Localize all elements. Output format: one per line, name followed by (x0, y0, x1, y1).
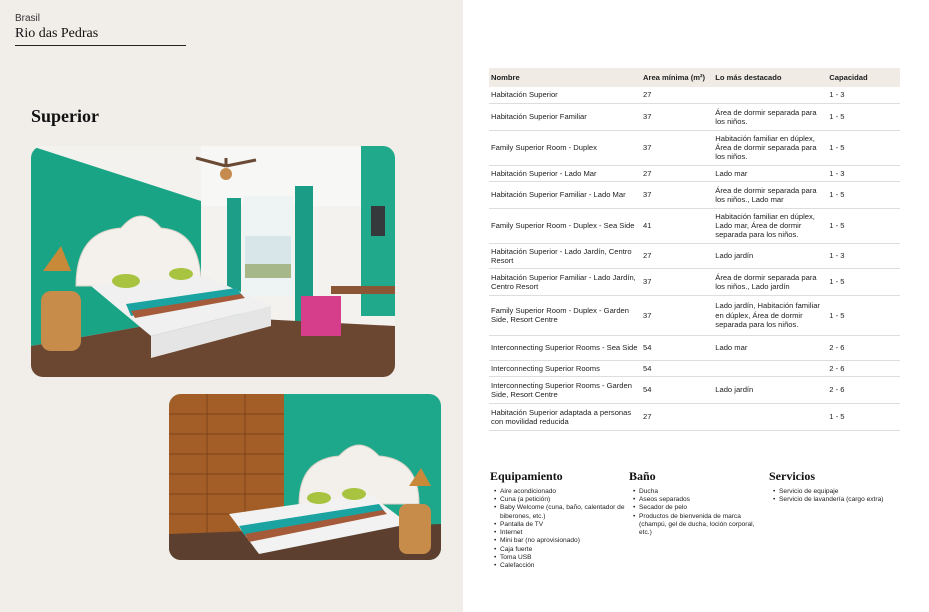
list-item: • Aseos separados (639, 496, 757, 504)
room-capacity: 1 - 5 (827, 130, 900, 165)
room-highlight: Área de dormir separada para los niños., Lado mar (713, 181, 827, 208)
list-item: • Secador de pelo (639, 504, 757, 512)
room-name: Habitación Superior adaptada a personas con movilidad reducida (489, 403, 641, 430)
title-underline (15, 45, 186, 46)
header-nombre: Nombre (489, 68, 641, 87)
amenities-equipamiento (490, 469, 630, 570)
header-area: Area mínima (m²) (641, 68, 713, 87)
table-row (489, 360, 900, 376)
room-area: 27 (641, 87, 713, 103)
room-capacity: 1 - 5 (827, 208, 900, 243)
servicios-list (769, 488, 909, 504)
table-row (489, 103, 900, 130)
list-item: • Mini bar (no aprovisionado) (500, 537, 630, 545)
bano-title: Baño (629, 469, 656, 483)
room-area: 27 (641, 165, 713, 181)
room-highlight: Habitación familiar en dúplex, Área de dormir separada para los niños. (713, 130, 827, 165)
room-name: Interconnecting Superior Rooms - Sea Side (489, 335, 641, 360)
room-name: Habitación Superior - Lado Jardín, Centro Resort (489, 243, 641, 268)
room-area: 37 (641, 268, 713, 295)
room-name: Habitación Superior (489, 87, 641, 103)
table-row (489, 181, 900, 208)
room-area: 54 (641, 360, 713, 376)
list-item: • Internet (500, 529, 630, 537)
room-name: Interconnecting Superior Rooms - Garden Side, Resort Centre (489, 376, 641, 403)
room-area: 27 (641, 243, 713, 268)
room-name: Family Superior Room - Duplex - Garden Side, Resort Centre (489, 295, 641, 335)
room-photo-main (31, 146, 395, 377)
room-capacity: 1 - 3 (827, 243, 900, 268)
room-name: Family Superior Room - Duplex (489, 130, 641, 165)
room-name: Habitación Superior Familiar - Lado Jardín, Centro Resort (489, 268, 641, 295)
list-item: • Caja fuerte (500, 546, 630, 554)
room-name: Habitación Superior - Lado Mar (489, 165, 641, 181)
amenities-servicios (769, 469, 909, 504)
list-item: • Baby Welcome (cuna, baño, calentador de biberones, etc.) (500, 504, 630, 520)
list-item: • Aire acondicionado (500, 488, 630, 496)
room-area: 37 (641, 103, 713, 130)
room-highlight: Lado jardín (713, 376, 827, 403)
room-highlight (713, 403, 827, 430)
room-name: Habitación Superior Familiar - Lado Mar (489, 181, 641, 208)
table-row (489, 403, 900, 430)
table-row (489, 335, 900, 360)
room-name: Habitación Superior Familiar (489, 103, 641, 130)
list-item: • Ducha (639, 488, 757, 496)
room-highlight: Lado mar (713, 335, 827, 360)
table-row (489, 295, 900, 335)
room-area: 27 (641, 403, 713, 430)
room-capacity: 1 - 5 (827, 403, 900, 430)
hotel-name: Rio das Pedras (15, 26, 99, 41)
room-highlight: Área de dormir separada para los niños., Lado jardín (713, 268, 827, 295)
servicios-title: Servicios (769, 469, 815, 483)
room-area: 37 (641, 130, 713, 165)
room-highlight: Habitación familiar en dúplex, Lado mar, Área de dormir separada para los niños. (713, 208, 827, 243)
room-name: Interconnecting Superior Rooms (489, 360, 641, 376)
room-highlight: Lado jardín (713, 243, 827, 268)
table-header-row (489, 68, 900, 87)
equipamiento-title: Equipamiento (490, 469, 563, 483)
room-area: 54 (641, 335, 713, 360)
room-name: Family Superior Room - Duplex - Sea Side (489, 208, 641, 243)
header-capacidad: Capacidad (827, 68, 900, 87)
room-highlight (713, 360, 827, 376)
room-capacity: 1 - 5 (827, 268, 900, 295)
room-photo-secondary (169, 394, 441, 560)
list-item: • Calefacción (500, 562, 630, 570)
room-category-title: Superior (31, 106, 100, 126)
list-item: • Servicio de equipaje (779, 488, 909, 496)
room-capacity: 2 - 6 (827, 335, 900, 360)
table-row (489, 87, 900, 103)
table-row (489, 165, 900, 181)
table-row (489, 376, 900, 403)
list-item: • Productos de bienvenida de marca (champú, gel de ducha, loción corporal, etc.) (639, 513, 757, 538)
list-item: • Pantalla de TV (500, 521, 630, 529)
room-capacity: 1 - 3 (827, 165, 900, 181)
bano-list (629, 488, 757, 537)
list-item: • Toma USB (500, 554, 630, 562)
room-area: 37 (641, 181, 713, 208)
room-area: 37 (641, 295, 713, 335)
table-row (489, 130, 900, 165)
room-highlight: Área de dormir separada para los niños. (713, 103, 827, 130)
room-capacity: 2 - 6 (827, 376, 900, 403)
room-capacity: 1 - 5 (827, 295, 900, 335)
room-area: 41 (641, 208, 713, 243)
room-capacity: 1 - 5 (827, 181, 900, 208)
room-capacity: 1 - 5 (827, 103, 900, 130)
list-item: • Servicio de lavandería (cargo extra) (779, 496, 909, 504)
room-highlight: Lado jardín, Habitación familiar en dúplex, Área de dormir separada para los niños. (713, 295, 827, 335)
room-capacity: 2 - 6 (827, 360, 900, 376)
room-capacity: 1 - 3 (827, 87, 900, 103)
table-row (489, 243, 900, 268)
table-row (489, 268, 900, 295)
equipamiento-list (490, 488, 630, 570)
table-row (489, 208, 900, 243)
room-highlight (713, 87, 827, 103)
room-highlight: Lado mar (713, 165, 827, 181)
room-area: 54 (641, 376, 713, 403)
list-item: • Cuna (a petición) (500, 496, 630, 504)
amenities-bano (629, 469, 757, 537)
header-destacado: Lo más destacado (713, 68, 827, 87)
country-label: Brasil (15, 13, 41, 24)
rooms-table (489, 68, 900, 431)
